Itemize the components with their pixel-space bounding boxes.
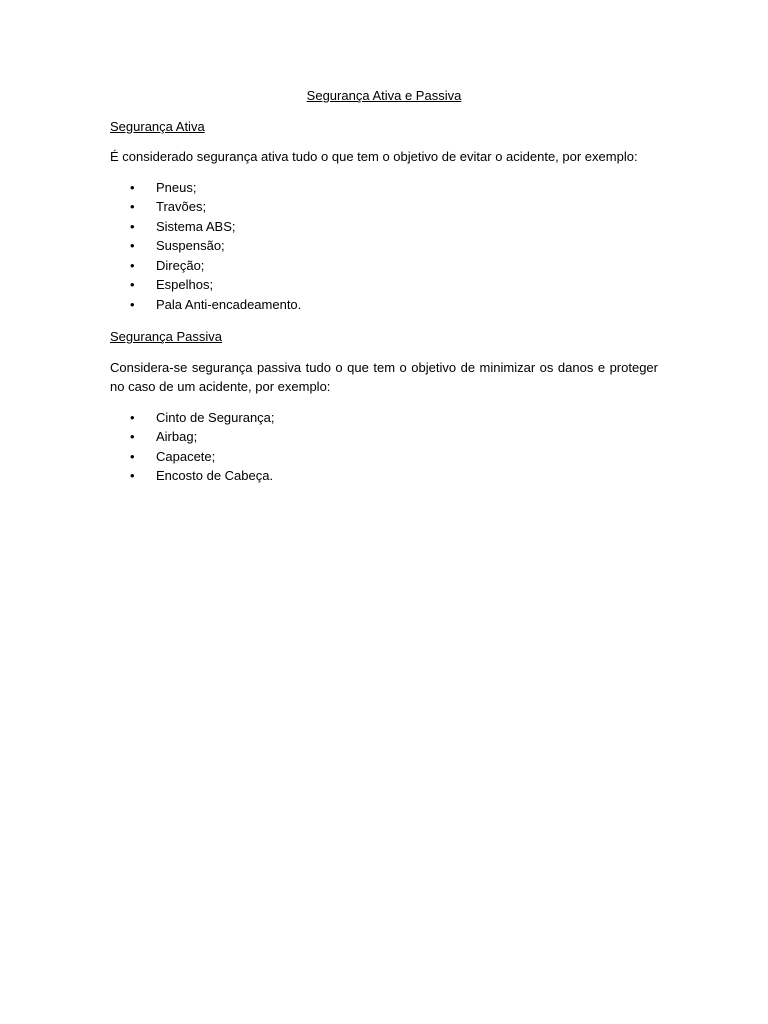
document-content [110, 86, 658, 499]
list-item-text: Encosto de Cabeça. [156, 468, 274, 483]
bullet-icon: • [130, 199, 135, 214]
list-item [110, 197, 658, 217]
list-item [110, 236, 658, 256]
bullet-icon: • [130, 468, 135, 483]
list-item-text: Pneus; [156, 179, 197, 195]
list-item-text: Travões; [156, 199, 207, 214]
list-item [110, 256, 658, 276]
list-item [110, 178, 658, 198]
bullet-icon: • [130, 238, 135, 253]
list-item [110, 447, 658, 467]
list-item-text: Sistema ABS; [156, 218, 236, 234]
bullet-icon: • [130, 296, 135, 312]
list-item-text: Espelhos; [156, 277, 214, 292]
list-item [110, 427, 658, 447]
bullet-icon: • [130, 179, 135, 195]
list-item-text: Pala Anti-encadeamento. [156, 296, 302, 312]
list-item [110, 275, 658, 295]
section-heading-active-safety: Segurança Ativa [110, 118, 205, 134]
bullet-icon: • [130, 409, 135, 425]
section-paragraph-passive-safety: Considera-se segurança passiva tudo o que tem o objetivo de minimizar os danos e proteger no caso de um acidente, por exemplo: [110, 359, 658, 394]
bullet-icon: • [130, 448, 135, 464]
list-item [110, 295, 658, 315]
bullet-icon: • [130, 218, 135, 234]
passive-safety-list [110, 408, 658, 486]
section-paragraph-active-safety: É considerado segurança ativa tudo o que tem o objetivo de evitar o acidente, por exemplo: [110, 149, 638, 164]
list-item [110, 408, 658, 428]
list-item-text: Airbag; [156, 429, 198, 444]
list-item-text: Cinto de Segurança; [156, 409, 275, 425]
list-item-text: Capacete; [156, 448, 216, 464]
list-item [110, 466, 658, 486]
bullet-icon: • [130, 277, 135, 292]
section-heading-passive-safety: Segurança Passiva [110, 329, 223, 344]
document-title: Segurança Ativa e Passiva [306, 88, 462, 103]
bullet-icon: • [130, 257, 135, 273]
list-item-text: Suspensão; [156, 238, 225, 253]
active-safety-list [110, 178, 658, 315]
bullet-icon: • [130, 429, 135, 444]
list-item [110, 217, 658, 237]
list-item-text: Direção; [156, 257, 205, 273]
